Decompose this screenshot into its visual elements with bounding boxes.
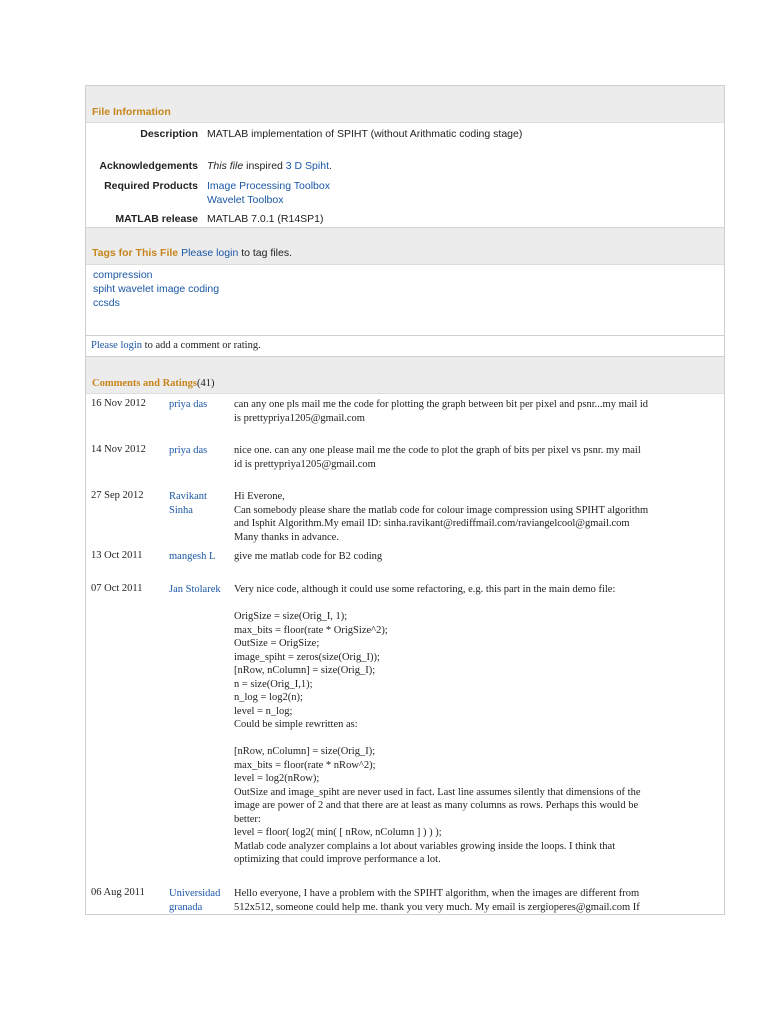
comment-text: nice one. can any one please mail me the code to plot the graph of bits per pixel vs psnr. my mail id is prettypriya1205@gmail.com — [234, 445, 641, 470]
comment-date: 06 Aug 2011 — [91, 887, 145, 898]
matlab-release-value: MATLAB 7.0.1 (R14SP1) — [207, 213, 324, 225]
comment-date: 14 Nov 2012 — [91, 444, 146, 455]
comment-user-link[interactable]: Ravikant Sinha — [169, 491, 207, 516]
file-information-header — [86, 86, 724, 123]
comment-user-link[interactable]: Universidad granada — [169, 888, 221, 913]
comment-login-link[interactable]: Please login — [91, 340, 143, 351]
comment-user-link[interactable]: Jan Stolarek — [169, 584, 221, 595]
comment-text: can any one pls mail me the code for plotting the graph between bit per pixel and psnr...my mail id is prettypriya1205@gmail.com — [234, 399, 649, 424]
tag-link[interactable]: ccsds — [93, 297, 120, 309]
comment-text: Hello everyone, I have a problem with the SPIHT algorithm, when the images are different from 512x512, someone could help me. thank you very much. My email is zergioperes@gmail.com If — [234, 888, 640, 913]
comment-text: Hi Everone, Can somebody please share the matlab code for colour image compression using SPIHT algorithm and Isphit Algorithm.My email ID: sinha.ravikant@rediffmail.com/raviangelcool@gmail.com Many thanks in advance. — [234, 491, 649, 543]
acknowledgements-inspired: inspired — [243, 160, 286, 172]
tags-header — [86, 227, 724, 265]
comment-user-link[interactable]: mangesh L — [169, 551, 216, 562]
tags-list — [86, 265, 724, 335]
tags-login-link[interactable]: Please login — [181, 247, 239, 259]
comment-date: 16 Nov 2012 — [91, 398, 146, 409]
file-information-title: File Information — [92, 106, 171, 118]
acknowledgements-italic: This file — [207, 160, 244, 172]
comments-header-line — [92, 378, 215, 389]
file-information-table — [86, 123, 724, 227]
acknowledgements-value — [207, 160, 332, 172]
acknowledgement-link[interactable]: 3 D Spiht — [285, 160, 329, 172]
file-page-frame — [85, 85, 725, 915]
acknowledgements-label: Acknowledgements — [99, 160, 198, 172]
description-value: MATLAB implementation of SPIHT (without Arithmatic coding stage) — [207, 128, 523, 140]
comment-date: 13 Oct 2011 — [91, 550, 143, 561]
comment-text: give me matlab code for B2 coding — [234, 551, 383, 562]
comment-date: 07 Oct 2011 — [91, 583, 143, 594]
tags-title: Tags for This File — [92, 247, 179, 259]
required-product-link[interactable]: Image Processing Toolbox — [207, 180, 330, 192]
required-product-link[interactable]: Wavelet Toolbox — [207, 194, 284, 206]
tags-header-line — [92, 247, 292, 259]
comment-login-notice — [86, 335, 724, 357]
acknowledgements-period: . — [329, 160, 332, 172]
comment-user-link[interactable]: priya das — [169, 399, 208, 410]
comment-date: 27 Sep 2012 — [91, 490, 144, 501]
tags-login-suffix: to tag files. — [238, 247, 292, 259]
required-products-label: Required Products — [104, 180, 198, 192]
tag-link[interactable]: compression — [93, 269, 153, 281]
comment-text: Very nice code, although it could use some refactoring, e.g. this part in the main demo file: OrigSize = size(Orig_I, 1); max_bits = floor(rate * OrigSize^2); OutSize = OrigSize; image_spiht = zeros(size(Orig_I)); [nRow, nColumn] = size(Orig_I); n = size(Orig_I,1); n_log = log2(n); level = n_log; Could be simple rewritten as: [nRow, nColumn] = size(Orig_I); max_bits = floor(rate * nRow^2); level = log2(nRow); OutSize and image_spiht are never used in fact. Last line assumes silently that dimensions of the image are power of 2 and that there are at least as many columns as rows. Perhaps this would be better: level = floor( log2( min( [ nRow, nColumn ] ) ) ); Matlab code analyzer complains a lot about variables growing inside the loops. I think that optimizing that could improve performance a lot. — [234, 584, 641, 865]
matlab-release-label: MATLAB release — [115, 213, 198, 225]
comment-user-link[interactable]: priya das — [169, 445, 208, 456]
tag-link[interactable]: spiht wavelet image coding — [93, 283, 220, 295]
comment-login-suffix: to add a comment or rating. — [142, 340, 261, 351]
description-label: Description — [140, 128, 198, 140]
comments-header — [86, 357, 724, 394]
comments-title: Comments and Ratings — [92, 378, 198, 389]
comments-count: (41) — [197, 378, 215, 389]
